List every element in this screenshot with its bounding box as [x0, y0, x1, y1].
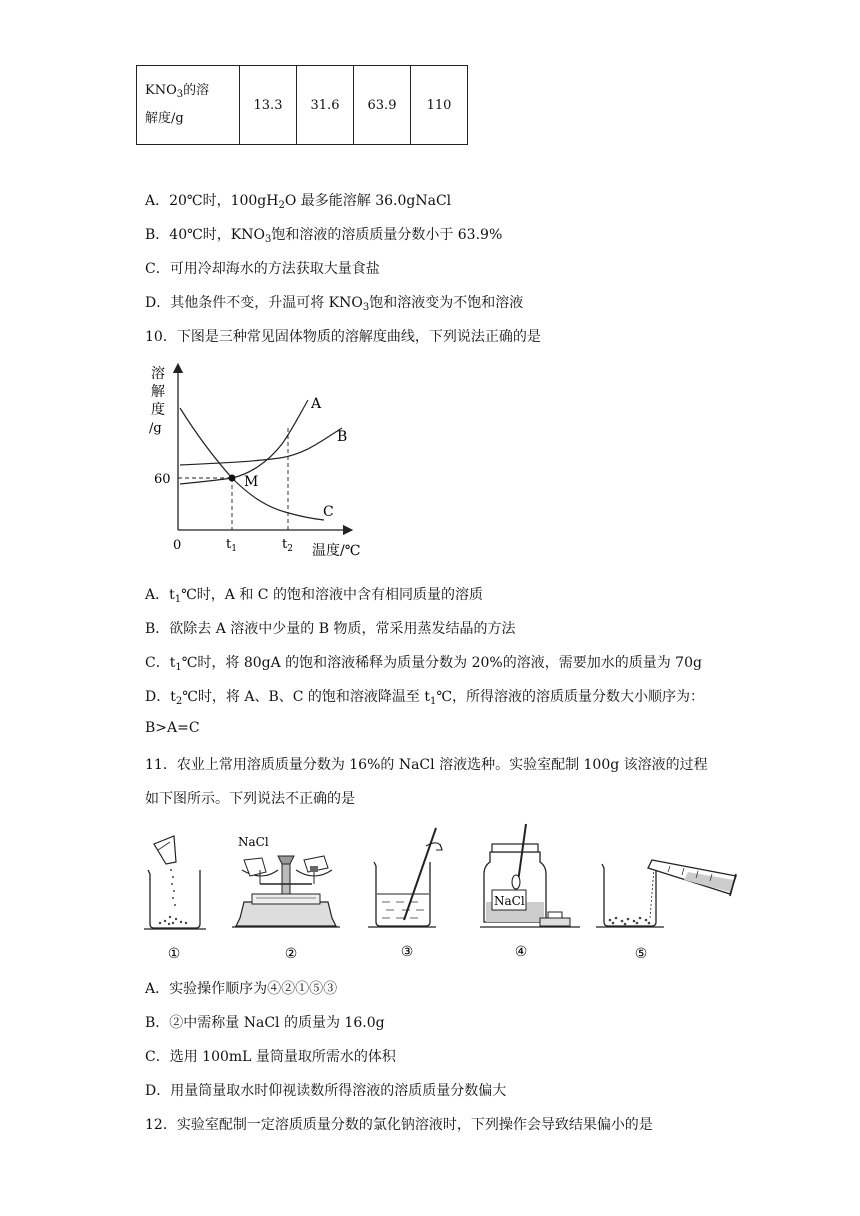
step3-stirring-icon: [368, 828, 442, 927]
step4-reagent-bottle-icon: [480, 824, 580, 927]
q11-option-c: C．选用 100mL 量筒量取所需水的体积: [145, 1049, 396, 1065]
step1-beaker-icon: [144, 836, 206, 929]
q9-option-b: B．40℃时，$KNO_3$饱和溶液的溶质质量分数小于 63.9%: [145, 227, 503, 245]
y-label: 溶: [151, 366, 165, 382]
point-m-label: M: [244, 474, 259, 490]
origin-label: 0: [173, 538, 182, 553]
table-cell: 13.3: [240, 66, 297, 145]
q11-option-a: A．实验操作顺序为④②①⑤③: [145, 981, 338, 997]
q11-option-d: D．用量筒量取水时仰视读数所得溶液的溶质质量分数偏大: [145, 1083, 507, 1099]
point-m: [229, 475, 236, 482]
q11-stem-line2: 如下图所示。下列说法不正确的是: [145, 791, 355, 807]
y-label: 度: [151, 402, 165, 418]
table-cell: 110: [411, 66, 468, 145]
q10-stem: 10．下图是三种常见固体物质的溶解度曲线，下列说法正确的是: [145, 329, 541, 345]
step-label-5: ⑤: [634, 946, 648, 962]
curve-b-label: B: [337, 429, 348, 445]
q11-option-b: B．②中需称量 NaCl 的质量为 16.0g: [145, 1015, 385, 1031]
x-label: 温度/℃: [312, 543, 361, 559]
nacl-label: NaCl: [238, 835, 269, 849]
step-label-3: ③: [400, 944, 414, 960]
step-label-2: ②: [284, 946, 298, 962]
x-tick-t1: $t_1$: [226, 537, 237, 554]
step2-balance-icon: [232, 835, 340, 927]
step-label-4: ④: [514, 944, 528, 960]
q9-option-a: A．20℃时，$100gH_2O$ 最多能溶解 36.0gNaCl: [145, 193, 452, 211]
q12-stem: 12．实验室配制一定溶质质量分数的氯化钠溶液时，下列操作会导致结果偏小的是: [145, 1117, 653, 1133]
experiment-steps-figure: [140, 822, 760, 970]
curve-b: [180, 428, 342, 465]
step-label-1: ①: [167, 946, 181, 962]
q9-option-d: D．其他条件不变，升温可将 $KNO_3$饱和溶液变为不饱和溶液: [145, 295, 524, 313]
q9-option-c: C．可用冷却海水的方法获取大量食盐: [145, 261, 380, 277]
q10-option-a: A．$t_1℃$时，A 和 C 的饱和溶液中含有相同质量的溶质: [145, 587, 483, 605]
q10-option-d: D．$t_2℃$时，将 A、B、C 的饱和溶液降温至 $t_1℃$，所得溶液的溶质质量分数大小顺序为：: [145, 689, 705, 707]
y-tick-60: 60: [154, 472, 171, 487]
table-cell: 31.6: [297, 66, 354, 145]
step5-pour-water-icon: [596, 860, 736, 927]
y-label: /g: [149, 421, 162, 436]
curve-a-label: A: [311, 396, 322, 412]
q11-stem-line1: 11．农业上常用溶质质量分数为 16%的 NaCl 溶液选种。实验室配制 100g 该溶液的过程: [145, 757, 708, 773]
q10-option-c: C．$t_1℃$时，将 80gA 的饱和溶液稀释为质量分数为 20%的溶液，需要加水的质量为 70g: [145, 655, 702, 673]
q10-option-d-cont: B>A=C: [145, 720, 200, 736]
table-cell: 63.9: [354, 66, 411, 145]
q10-option-b: B．欲除去 A 溶液中少量的 B 物质，常采用蒸发结晶的方法: [145, 621, 516, 637]
y-label: 解: [151, 384, 165, 400]
solubility-table: [136, 65, 468, 145]
table-row-label: $KNO_3$的溶 解度/g: [137, 66, 240, 145]
table-row: [137, 66, 468, 145]
curve-a: [180, 400, 308, 484]
x-tick-t2: $t_2$: [282, 537, 293, 554]
solubility-curve-graph: [140, 362, 380, 562]
nacl-bottle-label: NaCl: [494, 894, 525, 908]
curve-c-label: C: [323, 504, 334, 520]
